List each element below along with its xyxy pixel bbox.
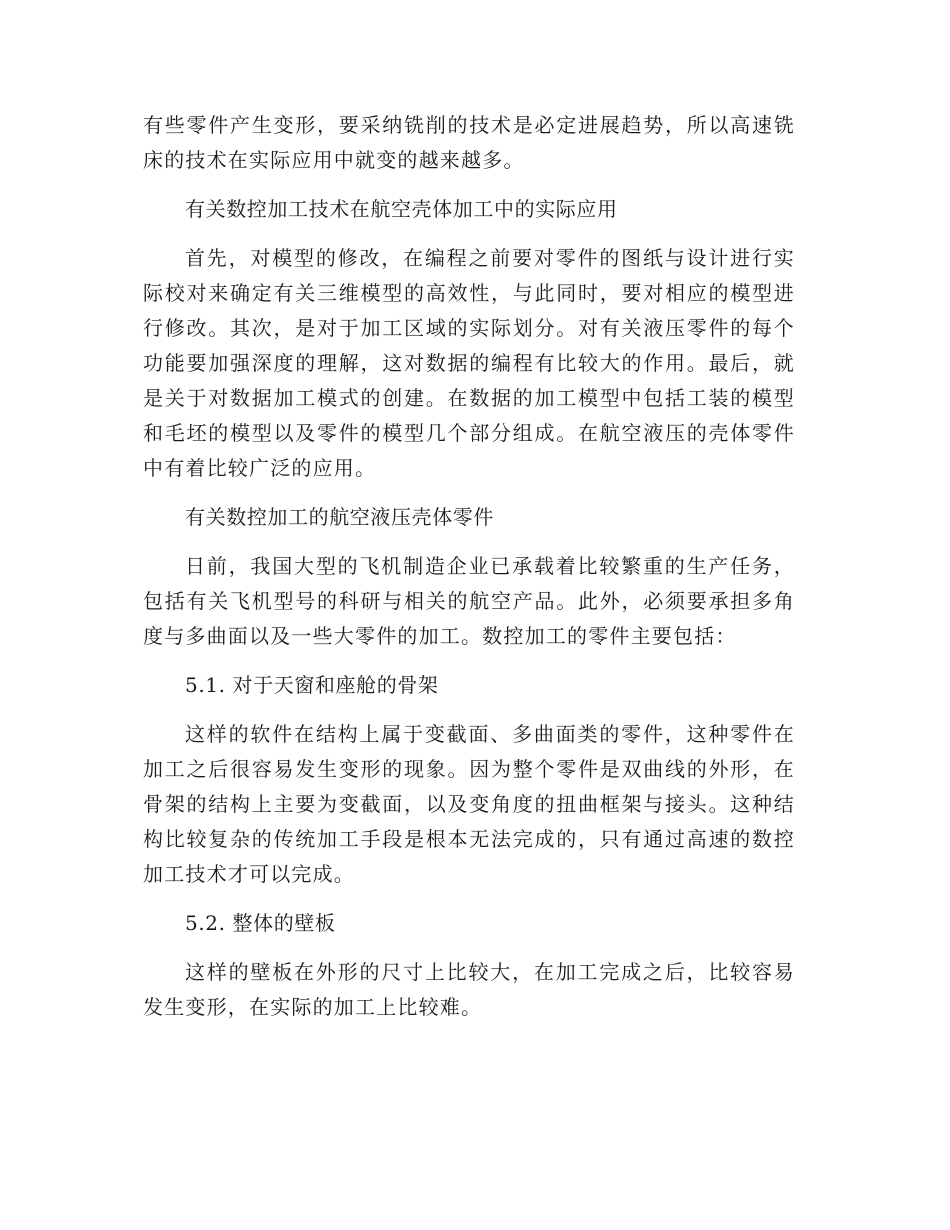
paragraph-skylight-frame: 这样的软件在结构上属于变截面、多曲面类的零件，这种零件在加工之后很容易发生变形的现象。因为整个零件是双曲线的外形，在骨架的结构上主要为变截面，以及变角度的扭曲框架与接头。这种结构比较复杂的传统加工手段是根本无法完成的，只有通过高速的数控加工技术才可以完成。 [143, 722, 795, 886]
paragraph-integral-panel: 这样的壁板在外形的尺寸上比较大，在加工完成之后，比较容易发生变形，在实际的加工上比较难。 [143, 960, 795, 1019]
paragraph-model-modification: 首先，对模型的修改，在编程之前要对零件的图纸与设计进行实际校对来确定有关三维模型的高效性，与此同时，要对相应的模型进行修改。其次，是对于加工区域的实际划分。对有关液压零件的每个功能要加强深度的理解，这对数据的编程有比较大的作用。最后，就是关于对数据加工模式的创建。在数据的加工模型中包括工装的模型和毛坯的模型以及零件的模型几个部分组成。在航空液压的壳体零件中有着比较广泛的应用。 [143, 246, 795, 480]
paragraph-continuation: 有些零件产生变形，要采纳铣削的技术是必定进展趋势，所以高速铣床的技术在实际应用中就变的越来越多。 [143, 113, 795, 172]
section-heading-aviation-shell-application: 有关数控加工技术在航空壳体加工中的实际应用 [185, 197, 618, 221]
section-heading-5-1: 5.1. 对于天窗和座舱的骨架 [185, 673, 439, 697]
section-heading-5-2: 5.2. 整体的壁板 [185, 911, 336, 935]
paragraph-aircraft-manufacturing: 日前，我国大型的飞机制造企业已承载着比较繁重的生产任务，包括有关飞机型号的科研与相关的航空产品。此外，必须要承担多角度与多曲面以及一些大零件的加工。数控加工的零件主要包括： [143, 554, 795, 648]
section-heading-hydraulic-shell-parts: 有关数控加工的航空液压壳体零件 [185, 505, 494, 529]
document-body [143, 108, 795, 1039]
